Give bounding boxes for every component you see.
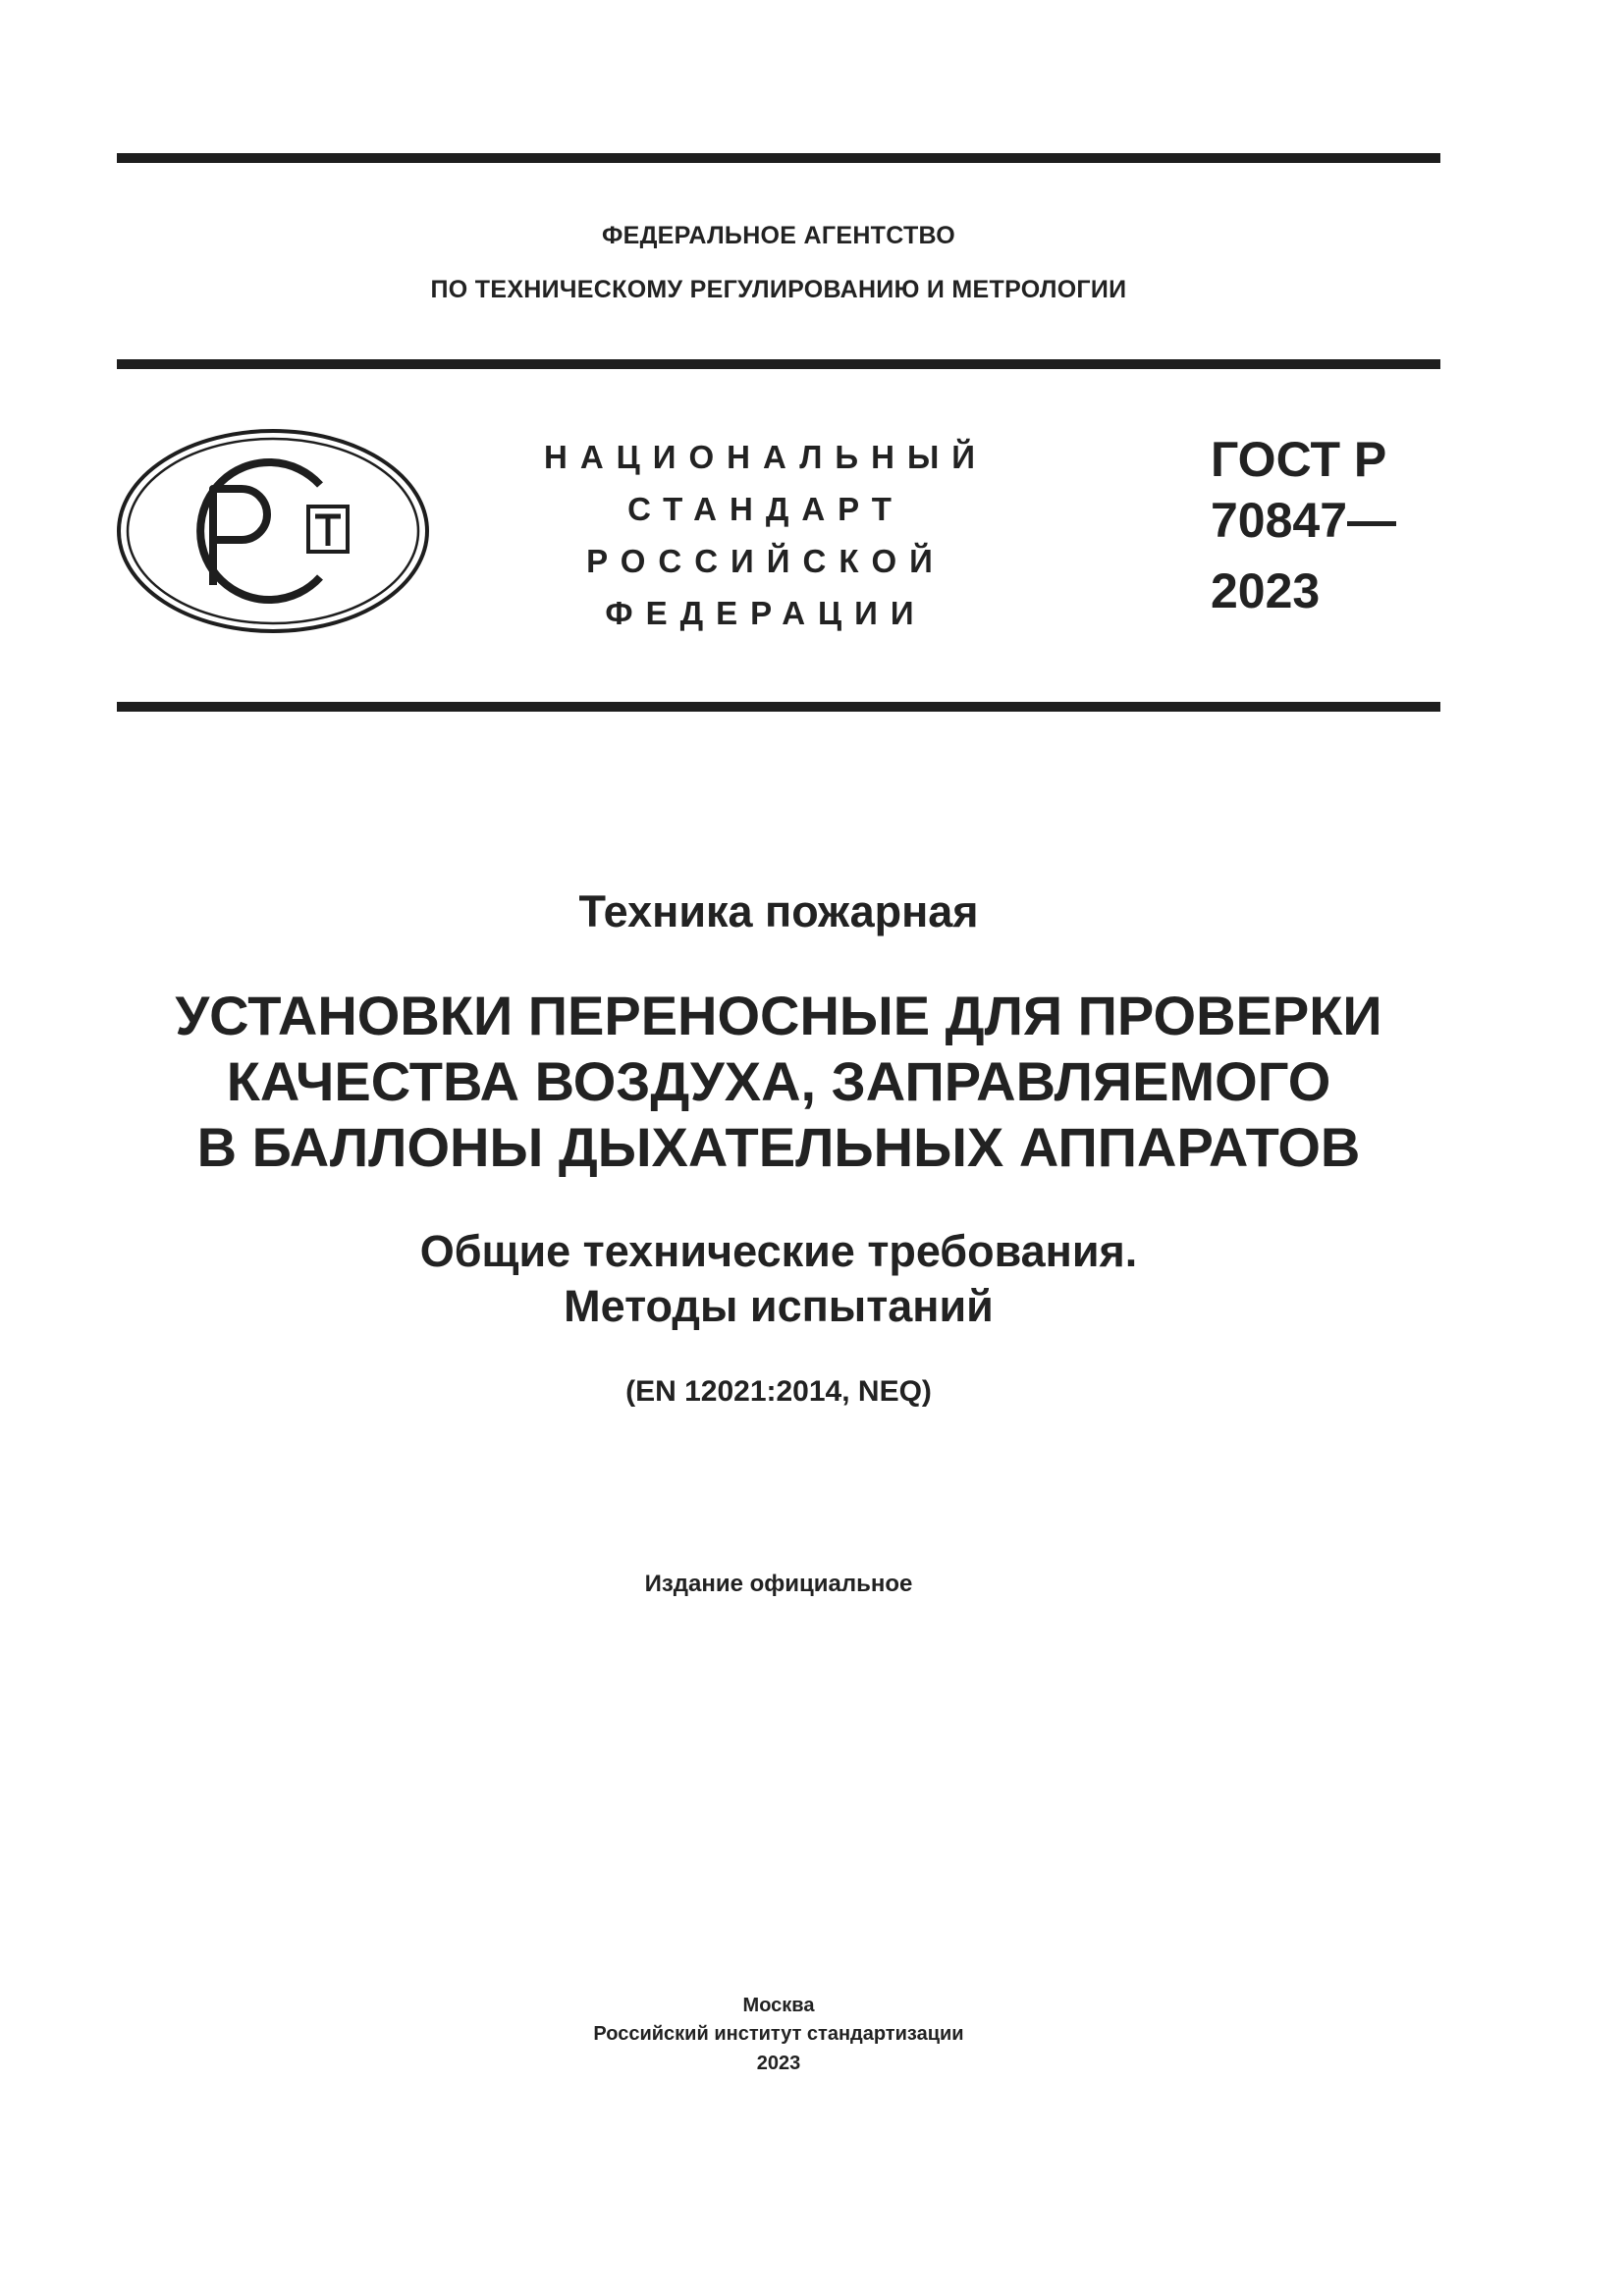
- top-rule: [117, 153, 1440, 163]
- rst-certification-mark-icon: [116, 428, 430, 634]
- document-subject: Техника пожарная: [578, 886, 979, 936]
- national-standard-line-2: СТАНДАРТ: [627, 491, 904, 527]
- document-title-line-3: В БАЛЛОНЫ ДЫХАТЕЛЬНЫХ АППАРАТОВ: [196, 1116, 1361, 1178]
- document-subtitle-line-2: Методы испытаний: [564, 1281, 994, 1331]
- designation-rule: [117, 702, 1440, 712]
- document-title-line-2: КАЧЕСТВА ВОЗДУХА, ЗАПРАВЛЯЕМОГО: [226, 1050, 1331, 1112]
- imprint-publisher: Российский институт стандартизации: [593, 2023, 964, 2045]
- international-reference: (EN 12021:2014, NEQ): [625, 1375, 932, 1408]
- national-standard-line-4: ФЕДЕРАЦИИ: [605, 595, 927, 631]
- agency-line-2: ПО ТЕХНИЧЕСКОМУ РЕГУЛИРОВАНИЮ И МЕТРОЛОГИИ: [430, 276, 1127, 303]
- gost-designation-line-1: ГОСТ Р: [1211, 432, 1387, 487]
- header-rule: [117, 359, 1440, 369]
- imprint-city: Москва: [742, 1995, 815, 2016]
- gost-designation-line-3: 2023: [1211, 563, 1321, 618]
- national-standard-line-1: НАЦИОНАЛЬНЫЙ: [544, 439, 988, 475]
- national-standard-line-3: РОССИЙСКОЙ: [586, 543, 946, 579]
- agency-line-1: ФЕДЕРАЛЬНОЕ АГЕНТСТВО: [601, 222, 956, 249]
- document-title-line-1: УСТАНОВКИ ПЕРЕНОСНЫЕ ДЛЯ ПРОВЕРКИ: [175, 985, 1382, 1046]
- imprint-year: 2023: [756, 2053, 801, 2074]
- document-subtitle-line-1: Общие технические требования.: [419, 1226, 1138, 1276]
- gost-designation-line-2: 70847—: [1211, 493, 1397, 548]
- edition-label: Издание официальное: [644, 1571, 913, 1597]
